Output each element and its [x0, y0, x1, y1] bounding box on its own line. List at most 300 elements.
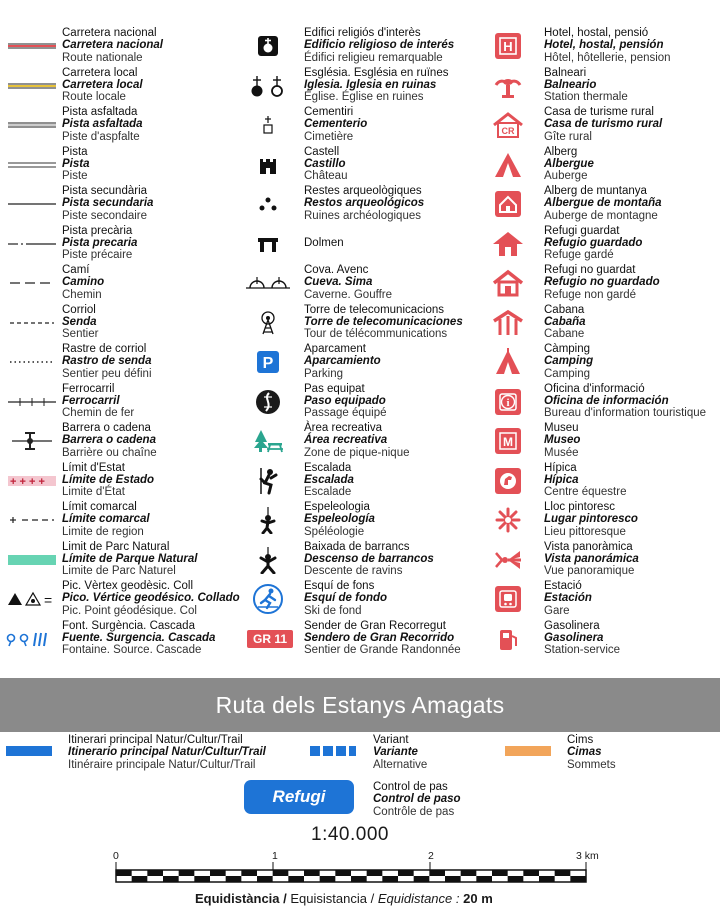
label-fr: Ski de fond — [304, 604, 362, 617]
label-es: Carretera local — [62, 78, 143, 91]
label-ca: Restes arqueològiques — [304, 185, 422, 197]
legend-label — [544, 343, 593, 380]
label-fr: Piste d'aspfalte — [62, 130, 140, 143]
label-es: Restos arqueológicos — [304, 197, 425, 210]
label-ca: Pista precària — [62, 224, 133, 237]
scale-bar-segment — [508, 876, 524, 882]
picnic-area-icon — [240, 422, 296, 460]
label-es: Esquí de fondo — [304, 592, 388, 605]
svg-text:P: P — [262, 355, 274, 372]
label-ca: Església. Església en ruïnes — [304, 66, 449, 79]
legend-label — [304, 106, 367, 143]
legend-label — [544, 27, 671, 64]
scale-bar-segment — [320, 876, 336, 882]
label-fr: Pic. Point géodésique. Col — [62, 604, 197, 617]
spring-waterfall-icon — [6, 620, 58, 658]
route-peaks-swatch — [505, 746, 551, 756]
legend-label — [304, 383, 386, 420]
canyoning-icon — [240, 541, 296, 579]
label-ca: Dolmen — [304, 236, 344, 249]
legend-label — [304, 343, 381, 380]
route-peaks-es: Cimas — [567, 746, 602, 759]
label-es: Descenso de barrancos — [304, 552, 434, 565]
label-es: Senda — [62, 315, 97, 328]
label-fr: Piste — [62, 170, 88, 183]
equidistance-ca: Equidistància / — [195, 891, 287, 906]
label-es: Lugar pintoresco — [544, 513, 638, 526]
legend-label — [304, 541, 434, 578]
guarded-refuge-icon — [486, 225, 530, 263]
label-es: Ferrocarril — [62, 394, 120, 407]
label-ca: Límit d'Estat — [62, 461, 125, 474]
legend-label — [62, 67, 143, 104]
label-ca: Refugi guardat — [544, 224, 620, 237]
label-es: Pista secundaria — [62, 197, 154, 210]
county-border-line — [6, 501, 58, 539]
label-ca: Hípica — [544, 461, 577, 474]
label-ca: Pista secundària — [62, 185, 148, 197]
label-fr: Passage équipé — [304, 407, 387, 420]
cave-icon — [240, 264, 296, 302]
label-fr: Station-service — [544, 644, 621, 657]
scale-bar-segment — [555, 870, 571, 876]
label-ca: Escalada — [304, 461, 352, 474]
label-es: Refugio no guardado — [544, 276, 660, 289]
label-es: Museo — [544, 434, 581, 447]
route-main-swatch — [6, 746, 52, 756]
label-ca: Cova. Avenc — [304, 264, 369, 276]
geodesic-vertex-icon — [6, 580, 58, 618]
label-fr: Chemin — [62, 288, 102, 301]
label-es: Edificio religioso de interés — [304, 39, 455, 52]
hotel-icon — [486, 27, 530, 65]
label-ca: Pista asfaltada — [62, 106, 138, 118]
label-fr: Auberge — [544, 170, 588, 183]
scale-bar-segment — [570, 876, 586, 882]
label-es: Estación — [544, 592, 592, 605]
label-fr: Gîte rural — [544, 130, 592, 143]
label-es: Albergue de montaña — [544, 197, 662, 210]
legend-label — [62, 225, 137, 262]
state-border-line — [6, 462, 58, 500]
equipped-passage-icon — [240, 383, 296, 421]
unguarded-refuge-icon — [486, 264, 530, 302]
precarious-track-line — [6, 225, 58, 263]
route-control-fr: Contrôle de pas — [373, 805, 455, 818]
scale-bar-segment — [273, 870, 289, 876]
label-es: Cementerio — [304, 118, 368, 131]
equidistance-es: Equisistancia / — [290, 891, 375, 906]
refugi-control-badge: Refugi — [244, 780, 354, 814]
label-ca: Cementiri — [304, 106, 354, 118]
label-ca: Carretera nacional — [62, 27, 157, 39]
legend-label — [304, 237, 344, 249]
label-fr: Édifici religieu remarquable — [304, 51, 443, 64]
climbing-icon — [240, 462, 296, 500]
label-es: Cueva. Sima — [304, 276, 373, 289]
legend-label — [544, 422, 580, 459]
legend-label — [62, 343, 152, 380]
label-fr: Cabane — [544, 328, 585, 341]
label-fr: Auberge de montagne — [544, 209, 658, 222]
label-es: Hípica — [544, 473, 579, 486]
label-ca: Esquí de fons — [304, 580, 375, 592]
label-es: Gasolinera — [544, 631, 604, 644]
label-ca: Refugi no guardat — [544, 264, 636, 276]
legend-label — [62, 185, 153, 222]
scale-bar-segment — [288, 876, 304, 882]
label-fr: Escalade — [304, 486, 352, 499]
label-es: Pista precaria — [62, 236, 138, 249]
legend-label — [544, 106, 662, 143]
legend-label — [304, 422, 410, 459]
label-fr: Chemin de fer — [62, 407, 135, 420]
scale-bar-segment — [461, 870, 477, 876]
legend-label — [544, 67, 628, 104]
info-office-icon — [486, 383, 530, 421]
route-control-es: Control de paso — [373, 793, 461, 806]
scale-bar-segment — [523, 870, 539, 876]
gas-station-icon — [486, 620, 530, 658]
label-ca: Pas equipat — [304, 382, 365, 395]
label-ca: Font. Surgència. Cascada — [62, 619, 195, 632]
trail-trace-line — [6, 343, 58, 381]
label-fr: Descente de ravins — [304, 565, 403, 578]
label-fr: Église. Église en ruines — [304, 91, 424, 104]
svg-text:i: i — [506, 396, 510, 409]
label-ca: Corriol — [62, 303, 96, 316]
scale-bar-segment — [132, 876, 148, 882]
label-ca: Hotel, hostal, pensió — [544, 27, 649, 39]
spa-icon — [486, 67, 530, 105]
legend-label — [544, 264, 660, 301]
cemetery-icon — [240, 106, 296, 144]
label-ca: Carretera local — [62, 66, 138, 79]
label-ca: Edifici religiós d'interès — [304, 27, 421, 39]
svg-text:+ + + +: + + + + — [10, 475, 45, 488]
scale-bar-segment — [226, 876, 242, 882]
asphalt-track-line — [6, 106, 58, 144]
equidistance-fr: Equidistance : — [377, 891, 460, 906]
label-es: Área recreativa — [304, 434, 388, 447]
legend-label — [544, 304, 586, 341]
label-es: Límite de Estado — [62, 473, 155, 486]
label-es: Pico. Vértice geodésico. Collado — [62, 592, 240, 605]
label-es: Camino — [62, 276, 105, 289]
label-fr: Musée — [544, 446, 579, 459]
legend-label — [304, 580, 387, 617]
scale-bar-segment — [445, 876, 461, 882]
label-es: Rastro de senda — [62, 355, 152, 368]
track-line — [6, 146, 58, 184]
label-ca: Espeleologia — [304, 501, 370, 513]
label-fr: Fontaine. Source. Cascade — [62, 644, 202, 657]
scale-bar-segment — [147, 870, 163, 876]
label-fr: Caverne. Gouffre — [304, 288, 393, 301]
archaeological-remains-icon — [240, 185, 296, 223]
svg-text:=: = — [44, 592, 53, 607]
legend-label — [62, 264, 104, 301]
scale-bar — [110, 858, 594, 886]
label-fr: Vue panoramique — [544, 565, 635, 578]
legend-label — [544, 185, 662, 222]
legend-label — [544, 383, 706, 420]
rural-house-icon — [486, 106, 530, 144]
legend-label — [304, 146, 347, 183]
route-peaks-ca: Cims — [567, 734, 594, 746]
label-ca: Ferrocarril — [62, 382, 115, 395]
label-es: Paso equipado — [304, 394, 386, 407]
legend-label — [62, 620, 215, 657]
mountain-hostel-icon — [486, 185, 530, 223]
label-fr: Sentier peu défini — [62, 367, 152, 380]
label-es: Barrera o cadena — [62, 434, 156, 447]
route-variant-ca: Variant — [373, 734, 409, 746]
label-fr: Hôtel, hôtellerie, pension — [544, 51, 671, 64]
legend-label — [62, 501, 150, 538]
label-es: Refugio guardado — [544, 236, 643, 249]
label-ca: Rastre de corriol — [62, 343, 147, 355]
panoramic-view-icon — [486, 541, 530, 579]
label-fr: Tour de télécommunications — [304, 328, 448, 341]
scale-bar-segment — [304, 870, 320, 876]
legend-label — [62, 106, 143, 143]
label-ca: Alberg de muntanya — [544, 185, 647, 197]
legend-label — [62, 304, 98, 341]
legend-label — [544, 620, 620, 657]
legend-label — [304, 27, 454, 64]
scale-bar-segment — [210, 870, 226, 876]
label-ca: Gasolinera — [544, 619, 600, 632]
label-fr: Ruines archéologiques — [304, 209, 421, 222]
label-es: Balneario — [544, 78, 597, 91]
label-fr: Station thermale — [544, 91, 628, 104]
label-fr: Parking — [304, 367, 343, 380]
label-es: Albergue — [544, 157, 594, 170]
label-fr: Refuge non gardé — [544, 288, 637, 301]
dolmen-icon — [240, 225, 296, 263]
secondary-track-line — [6, 185, 58, 223]
scale-bar-segment — [257, 876, 273, 882]
legend-label — [544, 501, 638, 538]
legend-label — [62, 383, 134, 420]
route-main-fr: Itinéraire principale Natur/Cultur/Trail — [68, 758, 256, 771]
castle-icon — [240, 146, 296, 184]
route-main-labels — [68, 734, 266, 771]
route-variant-fr: Alternative — [373, 758, 428, 771]
scale-bar-segment — [476, 876, 492, 882]
route-peaks-labels — [567, 734, 616, 771]
yellow-double-line — [6, 67, 58, 105]
label-ca: Estació — [544, 580, 582, 592]
scale-bar-segment — [241, 870, 257, 876]
legend-label — [304, 67, 448, 104]
scale-bar-segment — [414, 876, 430, 882]
caving-icon — [240, 501, 296, 539]
label-fr: Château — [304, 170, 348, 183]
label-fr: Barrière ou chaîne — [62, 446, 157, 459]
path-line — [6, 264, 58, 302]
scale-bar-segment — [163, 876, 179, 882]
label-es: Pista — [62, 157, 90, 170]
scale-tick-2: 2 — [428, 850, 434, 862]
label-fr: Sentier de Grande Randonnée — [304, 644, 461, 657]
label-ca: Pista — [62, 145, 88, 158]
legend-label — [304, 462, 354, 499]
label-ca: Camí — [62, 264, 90, 276]
scale-bar-segment — [382, 876, 398, 882]
route-control-labels — [373, 781, 461, 818]
svg-text:M: M — [503, 435, 513, 449]
label-es: Límite de Parque Natural — [62, 552, 198, 565]
equestrian-icon — [486, 462, 530, 500]
label-fr: Centre équestre — [544, 486, 627, 499]
natural-park-border — [6, 541, 58, 579]
legend-label — [304, 264, 392, 301]
barrier-icon — [6, 422, 58, 460]
station-icon — [486, 580, 530, 618]
legend-label — [544, 462, 626, 499]
label-ca: Lloc pintoresc — [544, 501, 615, 513]
label-ca: Àrea recreativa — [304, 422, 382, 434]
scenic-spot-icon — [486, 501, 530, 539]
label-es: Espeleología — [304, 513, 375, 526]
route-peaks-fr: Sommets — [567, 758, 616, 771]
label-fr: Route locale — [62, 91, 126, 104]
label-fr: Lieu pittoresque — [544, 525, 626, 538]
scale-bar-segment — [351, 876, 367, 882]
label-ca: Límit comarcal — [62, 501, 137, 513]
label-ca: Cabana — [544, 303, 585, 316]
hut-icon — [486, 304, 530, 342]
church-icon — [240, 67, 296, 105]
label-ca: Limit de Parc Natural — [62, 540, 170, 553]
label-es: Castillo — [304, 157, 346, 170]
legend-label — [62, 462, 154, 499]
scale-bar-segment — [492, 870, 508, 876]
label-fr: Piste secondaire — [62, 209, 148, 222]
label-es: Escalada — [304, 473, 354, 486]
parking-icon — [240, 343, 296, 381]
legend-label — [544, 146, 594, 183]
label-es: Pista asfaltada — [62, 118, 143, 131]
svg-text:CR: CR — [501, 126, 515, 136]
scale-tick-3: 3 km — [576, 850, 599, 862]
label-ca: Sender de Gran Recorregut — [304, 619, 446, 632]
label-fr: Refuge gardé — [544, 249, 614, 262]
label-es: Fuente. Surgencia. Cascada — [62, 631, 216, 644]
label-fr: Gare — [544, 604, 570, 617]
label-ca: Museu — [544, 422, 579, 434]
label-fr: Piste précaire — [62, 249, 133, 262]
route-variant-labels — [373, 734, 427, 771]
scale-bar-segment — [367, 870, 383, 876]
religious-building-icon — [240, 27, 296, 65]
label-es: Aparcamiento — [304, 355, 381, 368]
label-fr: Sentier — [62, 328, 99, 341]
legend-label — [62, 541, 197, 578]
route-banner — [0, 678, 720, 732]
legend-label — [304, 185, 424, 222]
route-variant-swatch — [310, 746, 356, 756]
label-es: Cabaña — [544, 315, 586, 328]
legend-label — [62, 422, 157, 459]
label-fr: Route nationale — [62, 51, 143, 64]
label-ca: Vista panoràmica — [544, 540, 633, 553]
scale-bar-segment — [539, 876, 555, 882]
label-fr: Zone de pique-nique — [304, 446, 410, 459]
svg-text:H: H — [503, 39, 513, 54]
label-ca: Torre de telecomunicacions — [304, 303, 444, 316]
label-fr: Limite de region — [62, 525, 144, 538]
scale-bar-segment — [398, 870, 414, 876]
label-ca: Aparcament — [304, 343, 367, 355]
camping-icon — [486, 343, 530, 381]
scale-ratio: 1:40.000 — [311, 824, 389, 845]
scale-bar-segment — [116, 870, 132, 876]
label-es: Torre de telecomunicaciones — [304, 315, 463, 328]
scale-bar-segment — [194, 876, 210, 882]
legend-label — [544, 541, 639, 578]
label-es: Límite comarcal — [62, 513, 150, 526]
label-ca: Alberg — [544, 145, 578, 158]
railway-line — [6, 383, 58, 421]
label-fr: Spéléologie — [304, 525, 365, 538]
label-es: Casa de turismo rural — [544, 118, 663, 131]
scale-bar-segment — [335, 870, 351, 876]
label-ca: Pic. Vèrtex geodèsic. Coll — [62, 580, 194, 592]
label-ca: Barrera o cadena — [62, 422, 151, 434]
label-es: Carretera nacional — [62, 39, 163, 52]
legend-label — [304, 304, 463, 341]
legend-label — [544, 225, 642, 262]
label-ca: Castell — [304, 145, 340, 158]
route-main-ca: Itinerari principal Natur/Cultur/Trail — [68, 734, 243, 746]
scale-tick-1: 1 — [272, 850, 278, 862]
cross-country-ski-icon — [240, 580, 296, 618]
legend-label — [544, 580, 592, 617]
telecom-tower-icon — [240, 304, 296, 342]
scale-bar-segment — [179, 870, 195, 876]
museum-icon — [486, 422, 530, 460]
legend-label — [62, 27, 163, 64]
label-es: Hotel, hostal, pensión — [544, 39, 664, 52]
route-main-es: Itinerario principal Natur/Cultur/Trail — [68, 746, 266, 759]
red-double-line — [6, 27, 58, 65]
label-fr: Limite de Parc Naturel — [62, 565, 176, 578]
hostel-icon — [486, 146, 530, 184]
label-ca: Baixada de barrancs — [304, 540, 410, 553]
route-variant-es: Variante — [373, 746, 418, 759]
label-es: Sendero de Gran Recorrido — [304, 631, 455, 644]
label-ca: Casa de turisme rural — [544, 106, 654, 118]
legend-label — [304, 620, 461, 657]
label-es: Camping — [544, 355, 594, 368]
legend-label — [304, 501, 375, 538]
label-es: Vista panorámica — [544, 552, 639, 565]
route-control-ca: Control de pas — [373, 781, 448, 793]
label-fr: Camping — [544, 367, 591, 380]
label-es: Oficina de información — [544, 394, 669, 407]
label-ca: Oficina d'informació — [544, 382, 645, 395]
scale-tick-0: 0 — [113, 850, 119, 862]
label-fr: Limite d'État — [62, 486, 125, 499]
gr-trail-icon — [240, 620, 300, 658]
scale-bar-segment — [429, 870, 445, 876]
label-es: Iglesia. Iglesia en ruinas — [304, 78, 437, 91]
trail-line — [6, 304, 58, 342]
label-fr: Bureau d'information touristique — [544, 407, 707, 420]
